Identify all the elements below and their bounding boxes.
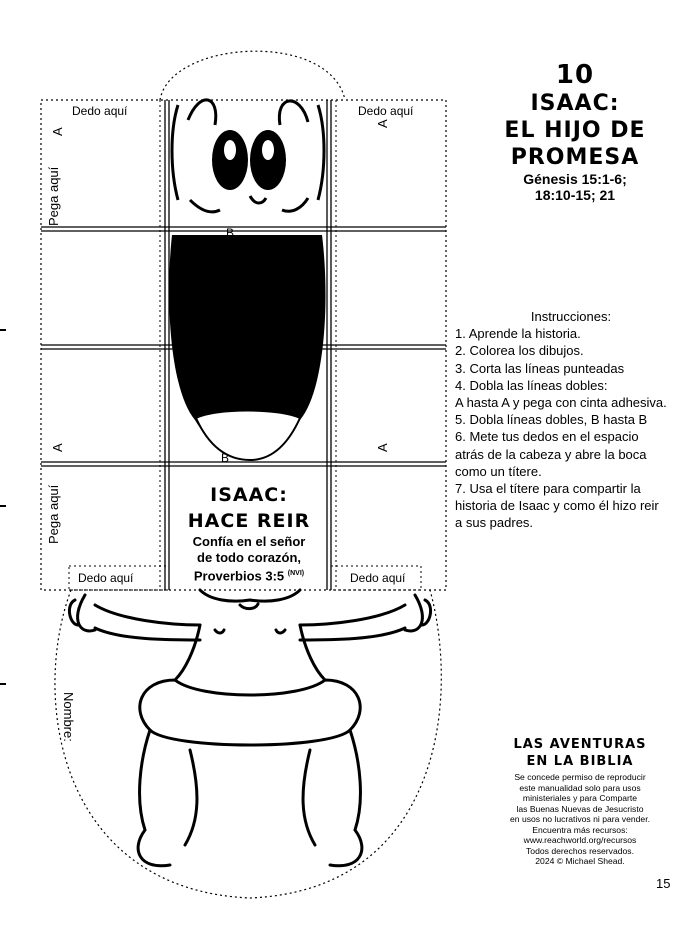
caption-verse: de todo corazón, bbox=[197, 550, 301, 565]
fold-here-label: Dedo aquí bbox=[78, 571, 134, 585]
instructions bbox=[455, 308, 687, 532]
fold-a-marker: A bbox=[50, 127, 65, 136]
instruction-line: atrás de la cabeza y abre la boca bbox=[455, 446, 647, 462]
caption-title: HACE REIR bbox=[187, 510, 311, 532]
title-line: EL HIJO DE bbox=[504, 118, 646, 143]
fold-here-label: Dedo aquí bbox=[350, 571, 406, 585]
verse-version: (NVI) bbox=[287, 570, 305, 577]
instructions-heading: Instrucciones: bbox=[530, 309, 612, 324]
instruction-line: 7. Usa el títere para compartir la bbox=[455, 481, 641, 497]
fold-a-marker: A bbox=[375, 119, 390, 128]
glue-here-label: Pega aquí bbox=[46, 166, 61, 226]
caption-verse: Confía en el señor bbox=[192, 534, 306, 549]
verse-reference: Proverbios 3:5 bbox=[193, 568, 285, 584]
lesson-number: 10 bbox=[555, 60, 595, 90]
glue-here-label: Pega aquí bbox=[46, 484, 61, 544]
permission-line: en usos no lucrativos ni para vender. bbox=[510, 814, 650, 824]
scripture-reference: Génesis 15:1-6; bbox=[523, 171, 627, 187]
permission-line: Todos derechos reservados. bbox=[526, 845, 634, 856]
fold-here-label: Dedo aquí bbox=[72, 104, 128, 118]
instruction-line: 2. Colorea los dibujos. bbox=[455, 343, 584, 359]
permission-line: este manualidad solo para usos bbox=[519, 782, 641, 793]
title-line: ISAAC: bbox=[530, 91, 620, 116]
permission-line: las Buenas Nuevas de Jesucristo bbox=[516, 803, 644, 814]
permission-notice bbox=[495, 772, 665, 867]
fold-b-marker: B bbox=[221, 451, 230, 465]
brand-logo-text: EN LA BIBLIA bbox=[526, 754, 634, 769]
baby-face bbox=[172, 100, 324, 212]
permission-line: Se concede permiso de reproducir bbox=[514, 772, 646, 782]
instruction-line: historia de Isaac y como él hizo reir bbox=[455, 498, 659, 514]
name-label: Nombre: bbox=[61, 692, 76, 742]
fold-a-marker: A bbox=[375, 443, 390, 452]
page-number: 15 bbox=[656, 876, 671, 891]
instruction-line: 1. Aprende la historia. bbox=[455, 326, 581, 342]
baby-body bbox=[69, 590, 430, 866]
caption-title: ISAAC: bbox=[210, 484, 288, 506]
head-cut-line bbox=[160, 51, 345, 100]
permission-line: ministeriales y para Comparte bbox=[522, 793, 638, 803]
instruction-line: 3. Corta las líneas punteadas bbox=[455, 360, 625, 376]
lesson-title bbox=[480, 60, 670, 203]
permission-line: 2024 © Michael Shead. bbox=[535, 856, 625, 866]
baby-mouth bbox=[169, 235, 325, 460]
caption-verse-ref bbox=[168, 566, 330, 584]
instruction-line: como un títere. bbox=[455, 463, 542, 479]
permission-line: Encuentra más recursos: bbox=[532, 824, 628, 835]
puppet-caption bbox=[168, 482, 330, 584]
margin-tick bbox=[0, 329, 6, 331]
instruction-line: a sus padres. bbox=[455, 515, 534, 531]
margin-tick bbox=[0, 683, 6, 685]
brand-logo-text: LAS AVENTURAS bbox=[513, 737, 647, 752]
instruction-line: 5. Dobla líneas dobles, B hasta B bbox=[455, 412, 648, 428]
permission-line: www.reachworld.org/recursos bbox=[523, 835, 637, 845]
instruction-line: 4. Dobla las líneas dobles: bbox=[455, 377, 608, 393]
scripture-reference: 18:10-15; 21 bbox=[534, 187, 616, 203]
title-line: PROMESA bbox=[510, 145, 640, 170]
instruction-line: A hasta A y pega con cinta adhesiva. bbox=[455, 395, 667, 411]
instruction-line: 6. Mete tus dedos en el espacio bbox=[455, 429, 639, 445]
fold-a-marker: A bbox=[50, 443, 65, 452]
fold-here-label: Dedo aquí bbox=[358, 104, 414, 118]
baby-eyes bbox=[212, 130, 286, 190]
fold-b-marker: B bbox=[226, 226, 235, 240]
margin-tick bbox=[0, 505, 6, 507]
publisher-footer bbox=[495, 736, 665, 867]
